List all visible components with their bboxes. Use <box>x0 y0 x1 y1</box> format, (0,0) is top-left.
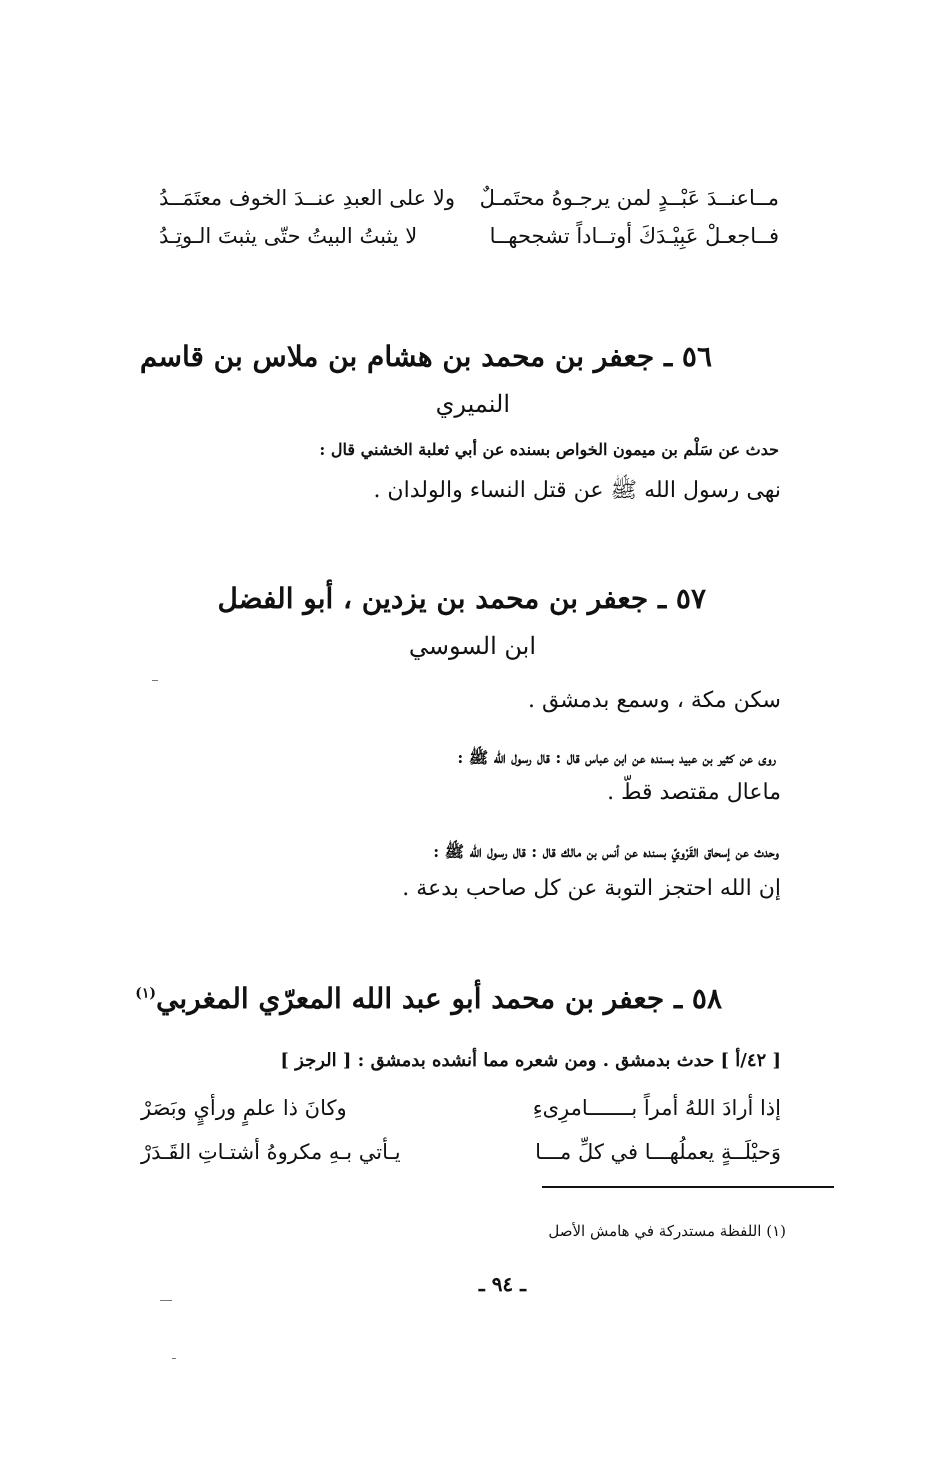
entry-57-text-2: إن الله احتجز التوبة عن كل صاحب بدعة . <box>402 876 781 901</box>
verse-hemistich-left: وكانَ ذا علمٍ ورأيٍ وبَصَرْ <box>141 1096 347 1120</box>
verse-line-4 <box>141 1140 781 1180</box>
verse-line-3 <box>141 1096 781 1136</box>
footnote-mark: (١) <box>135 985 157 1002</box>
entry-56-title: ٥٦ ـ جعفر بن محمد بن هشام بن ملاس بن قاسم <box>139 340 712 373</box>
verse-hemistich-right: فــاجعـلْ عَبِيْـدَكَ أوتــاداً تشجحهــا <box>489 224 779 248</box>
verse-hemistich-left: لا يثبتُ البيتُ حتّى يثبتَ الـوتِـدُ <box>159 224 418 248</box>
entry-57-title: ٥٧ ـ جعفر بن محمد بن يزدين ، أبو الفضل <box>217 582 706 615</box>
page-number: ـ ٩٤ ـ <box>478 1272 526 1296</box>
entry-58-intro: [ ٤٢/أ ] حدث بدمشق . ومن شعره مما أنشده بدمشق : [ الرجز ] <box>280 1050 781 1071</box>
entry-57-text-1: ماعال مقتصد قطّ . <box>607 780 781 805</box>
entry-56-subtitle: النميري <box>435 390 510 418</box>
entry-57-isnad-2: وحدث عن إسحاق القَرْويّ بسنده عن أنس بن مالك قال : قال رسول الله ﷺ : <box>433 842 779 861</box>
verse-line-2 <box>159 224 779 264</box>
verse-line-1 <box>159 186 779 226</box>
scan-speck <box>160 1300 172 1301</box>
entry-56-isnad: حدث عن سَلْم بن ميمون الخواص بسنده عن أبي ثعلبة الخشني قال : <box>319 440 779 459</box>
verse-hemistich-left: ولا على العبدِ عنــدَ الخوف معتَمَــدُ <box>159 186 455 210</box>
entry-57-bio: سكن مكة ، وسمع بدمشق . <box>527 688 781 713</box>
entry-58-title-text: ٥٨ ـ جعفر بن محمد أبو عبد الله المعرّي المغربي <box>156 982 722 1015</box>
entry-57-subtitle: ابن السوسي <box>408 632 536 660</box>
scan-speck <box>152 680 158 681</box>
footnote-separator <box>542 1186 834 1188</box>
entry-57-isnad-1: روى عن كثير بن عبيد بسنده عن ابن عباس قال : قال رسول الله ﷺ : <box>457 748 776 767</box>
scan-speck <box>172 1358 176 1359</box>
verse-hemistich-right: مــاعنــدَ عَبْــدٍ لمن يرجـوهُ محتَمـلٌ <box>479 186 779 210</box>
footnote-text: (١) اللفظة مستدركة في هامش الأصل <box>548 1222 786 1240</box>
verse-hemistich-right: وَحيْلَــةٍ يعملُهـــا في كلِّ مـــا <box>535 1140 781 1164</box>
verse-hemistich-left: يـأتي بـهِ مكروهُ أشتـاتِ القَـدَرْ <box>141 1140 401 1164</box>
entry-56-text: نهى رسول الله ﷺ عن قتل النساء والولدان . <box>373 478 781 503</box>
verse-hemistich-right: إذا أرادَ اللهُ أمراً بـــــــامرِىءِ <box>532 1096 781 1120</box>
entry-58-title <box>135 982 722 1015</box>
